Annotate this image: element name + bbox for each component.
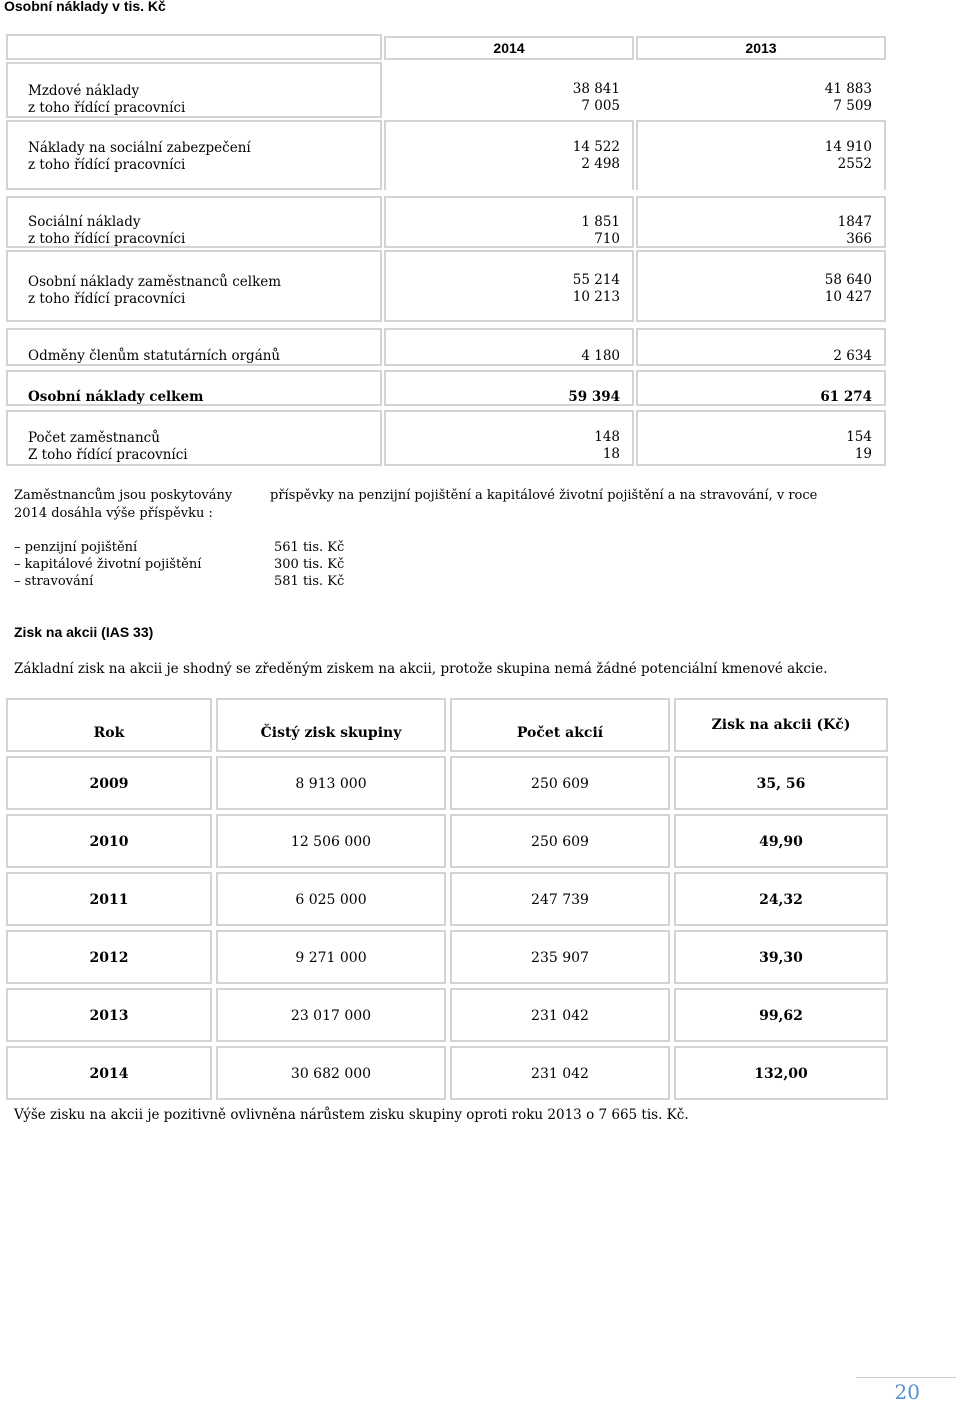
net-profit-cell: 9 271 000 (216, 930, 446, 984)
row-label: Odměny členům statutárních orgánů (28, 348, 281, 364)
net-profit-cell: 8 913 000 (216, 756, 446, 810)
header-blank-cell (6, 34, 382, 60)
header-net-profit: Čistý zisk skupiny (216, 698, 446, 752)
list-item-value: 300 tis. Kč (274, 557, 345, 572)
value-2013: 14 910 (824, 139, 872, 155)
list-item-value: 561 tis. Kč (274, 540, 345, 555)
row-total-costs-label (6, 370, 382, 406)
row-wages-label (6, 62, 382, 118)
value-2013-sub: 19 (854, 446, 872, 462)
row-sublabel: z toho řídící pracovníci (28, 291, 186, 307)
value-2013: 1847 (837, 214, 872, 230)
header-year: Rok (6, 698, 212, 752)
row-social-costs-label (6, 196, 382, 248)
eps-heading: Zisk na akcii (IAS 33) (14, 624, 154, 640)
year-cell: 2014 (6, 1046, 212, 1100)
share-count-cell: 231 042 (450, 988, 670, 1042)
value-2013: 58 640 (824, 272, 872, 288)
value-2014-sub: 2 498 (581, 156, 620, 172)
year-cell: 2013 (6, 988, 212, 1042)
value-2014: 14 522 (572, 139, 620, 155)
value-2013-sub: 10 427 (824, 289, 872, 305)
header-eps: Zisk na akcii (Kč) (674, 698, 888, 752)
value-2013: 61 274 (820, 389, 872, 405)
share-count-cell: 247 739 (450, 872, 670, 926)
value-2014: 55 214 (572, 272, 620, 288)
row-label: Náklady na sociální zabezpečení (28, 140, 251, 156)
row-board-remuneration-label (6, 328, 382, 366)
list-item-label: – stravování (14, 574, 94, 589)
year-cell: 2011 (6, 872, 212, 926)
list-item-value: 581 tis. Kč (274, 574, 345, 589)
value-2014: 38 841 (572, 81, 620, 97)
year-cell: 2009 (6, 756, 212, 810)
share-count-cell: 235 907 (450, 930, 670, 984)
net-profit-cell: 23 017 000 (216, 988, 446, 1042)
net-profit-cell: 6 025 000 (216, 872, 446, 926)
header-2013: 2013 (636, 36, 886, 60)
value-2014: 148 (594, 429, 620, 445)
value-2014: 1 851 (581, 214, 620, 230)
footer-note: Výše zisku na akcii je pozitivně ovlivněna nárůstem zisku skupiny oproti roku 2013 o 7 665 tis. Kč. (14, 1107, 689, 1123)
share-count-cell: 250 609 (450, 814, 670, 868)
row-social-insurance-label (6, 120, 382, 190)
list-item-label: – penzijní pojištění (14, 540, 138, 555)
row-sublabel: z toho řídící pracovníci (28, 231, 186, 247)
benefits-intro-line2: 2014 dosáhla výše příspěvku : (14, 506, 213, 521)
eps-cell: 35, 56 (674, 756, 888, 810)
value-2013-sub: 7 509 (833, 98, 872, 114)
value-2014: 4 180 (581, 348, 620, 364)
header-2014: 2014 (384, 36, 634, 60)
eps-cell: 39,30 (674, 930, 888, 984)
row-total-employees-costs-label (6, 250, 382, 322)
value-2013-sub: 366 (846, 231, 872, 247)
page-number: 20 (894, 1380, 920, 1404)
eps-paragraph: Základní zisk na akcii je shodný se zředěným ziskem na akcii, protože skupina nemá žádné potenciální kmenové akcie. (14, 661, 828, 677)
row-sublabel: Z toho řídící pracovníci (28, 447, 188, 463)
value-2014-sub: 7 005 (581, 98, 620, 114)
year-cell: 2012 (6, 930, 212, 984)
row-label: Mzdové náklady (28, 83, 140, 99)
header-share-count: Počet akcií (450, 698, 670, 752)
row-sublabel: z toho řídící pracovníci (28, 157, 186, 173)
share-count-cell: 231 042 (450, 1046, 670, 1100)
row-label: Sociální náklady (28, 214, 141, 230)
year-cell: 2010 (6, 814, 212, 868)
value-2014-sub: 18 (602, 446, 620, 462)
eps-cell: 49,90 (674, 814, 888, 868)
benefits-intro-left: Zaměstnancům jsou poskytovány (14, 488, 233, 503)
row-label: Osobní náklady zaměstnanců celkem (28, 274, 282, 290)
row-label: Počet zaměstnanců (28, 430, 160, 446)
eps-cell: 132,00 (674, 1046, 888, 1100)
row-label: Osobní náklady celkem (28, 389, 204, 405)
row-sublabel: z toho řídící pracovníci (28, 100, 186, 116)
value-2013: 2 634 (833, 348, 872, 364)
value-2014: 59 394 (568, 389, 620, 405)
page-title: Osobní náklady v tis. Kč (4, 0, 166, 14)
net-profit-cell: 30 682 000 (216, 1046, 446, 1100)
benefits-intro-right: příspěvky na penzijní pojištění a kapitálové životní pojištění a na stravování, v roce (270, 488, 818, 503)
net-profit-cell: 12 506 000 (216, 814, 446, 868)
value-2013-sub: 2552 (837, 156, 872, 172)
list-item-label: – kapitálové životní pojištění (14, 557, 202, 572)
value-2013: 154 (846, 429, 872, 445)
eps-cell: 24,32 (674, 872, 888, 926)
value-2014-sub: 10 213 (572, 289, 620, 305)
row-headcount-label (6, 410, 382, 466)
value-2013: 41 883 (824, 81, 872, 97)
share-count-cell: 250 609 (450, 756, 670, 810)
eps-cell: 99,62 (674, 988, 888, 1042)
value-2014-sub: 710 (594, 231, 620, 247)
